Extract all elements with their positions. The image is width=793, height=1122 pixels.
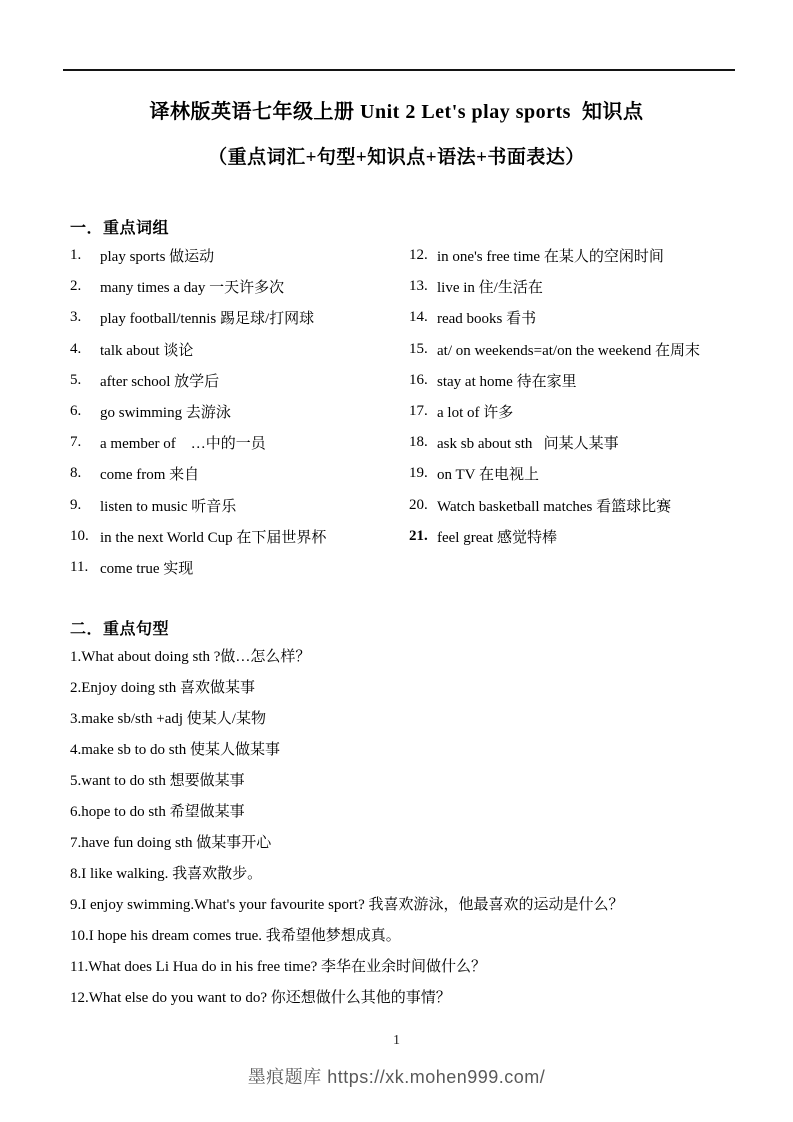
phrase-text: go swimming 去游泳	[100, 405, 231, 422]
page-number: 1	[393, 1033, 400, 1048]
phrase-item	[409, 271, 754, 302]
phrase-text: ask sb about sth 问某人某事	[437, 436, 619, 453]
phrase-item	[409, 396, 754, 427]
phrase-text: listen to music 听音乐	[100, 498, 237, 515]
phrase-text: in the next World Cup 在下届世界杯	[100, 529, 327, 546]
sentence-item: 9.I enjoy swimming.What's your favourite sport? 我喜欢游泳，他最喜欢的运动是什么？	[70, 897, 624, 913]
document-title: 译林版英语七年级上册 Unit 2 Let's play sports 知识点	[149, 101, 644, 123]
phrase-number: 2.	[70, 278, 82, 295]
phrase-list-right	[409, 240, 754, 552]
phrase-item	[70, 552, 405, 583]
phrase-number: 18.	[409, 434, 428, 451]
phrase-number: 13.	[409, 278, 428, 295]
phrase-text: come from 来自	[100, 467, 200, 484]
phrase-text: play sports 做运动	[100, 249, 215, 266]
phrase-number: 20.	[409, 496, 428, 513]
footer-site-text: 墨痕题库 https://xk.mohen999.com/	[247, 1067, 546, 1087]
sentence-item: 10.I hope his dream comes true. 我希望他梦想成真。	[70, 928, 401, 944]
phrase-text: after school 放学后	[100, 373, 220, 390]
phrase-item	[409, 490, 754, 521]
document-subtitle: （重点词汇+句型+知识点+语法+书面表达）	[208, 147, 585, 168]
phrase-number: 12.	[409, 247, 428, 264]
phrase-item	[70, 334, 405, 365]
phrase-text: in one's free time 在某人的空闲时间	[437, 249, 664, 266]
phrase-item	[409, 365, 754, 396]
sentence-item: 7.have fun doing sth 做某事开心	[70, 835, 272, 851]
phrase-item	[409, 302, 754, 333]
phrase-text: feel great 感觉特棒	[437, 529, 557, 546]
phrase-item	[70, 302, 405, 333]
phrase-number: 19.	[409, 465, 428, 482]
sentence-item: 1.What about doing sth ?做…怎么样？	[70, 649, 311, 665]
phrase-number: 11.	[70, 558, 89, 575]
phrase-item	[409, 334, 754, 365]
sentence-item: 5.want to do sth 想要做某事	[70, 773, 245, 789]
phrase-text: come true 实现	[100, 560, 194, 577]
phrase-item	[409, 240, 754, 271]
phrase-text: play football/tennis 踢足球/打网球	[100, 311, 315, 328]
phrase-number: 8.	[70, 465, 82, 482]
sentence-item: 4.make sb to do sth 使某人做某事	[70, 742, 280, 758]
phrase-number: 15.	[409, 340, 428, 357]
phrase-text: many times a day 一天许多次	[100, 280, 285, 297]
phrase-text: talk about 谈论	[100, 342, 194, 359]
phrase-number: 9.	[70, 496, 82, 513]
phrase-number: 3.	[70, 309, 82, 326]
phrase-item	[70, 240, 405, 271]
header-rule	[63, 69, 735, 71]
section1-heading: 一．重点词组	[70, 220, 170, 237]
phrase-item	[70, 365, 405, 396]
phrase-item	[70, 271, 405, 302]
phrase-number: 4.	[70, 340, 82, 357]
phrase-item	[70, 458, 405, 489]
sentence-item: 11.What does Li Hua do in his free time? 李华在业余时间做什么？	[70, 959, 487, 975]
phrase-number: 5.	[70, 371, 82, 388]
phrase-number: 21.	[409, 527, 428, 544]
sentence-item: 8.I like walking. 我喜欢散步。	[70, 866, 263, 882]
phrase-text: Watch basketball matches 看篮球比赛	[437, 498, 672, 515]
phrase-number: 10.	[70, 527, 89, 544]
phrase-item	[70, 427, 405, 458]
phrase-item	[70, 490, 405, 521]
phrase-number: 6.	[70, 403, 82, 420]
phrase-item	[70, 396, 405, 427]
sentence-item: 3.make sb/sth +adj 使某人/某物	[70, 711, 266, 727]
sentence-item: 2.Enjoy doing sth 喜欢做某事	[70, 680, 256, 696]
sentence-item: 12.What else do you want to do? 你还想做什么其他的事情？	[70, 990, 451, 1006]
section2-heading: 二．重点句型	[70, 621, 170, 638]
phrase-text: at/ on weekends=at/on the weekend 在周末	[437, 342, 700, 359]
phrase-number: 14.	[409, 309, 428, 326]
phrase-number: 1.	[70, 247, 82, 264]
phrase-text: read books 看书	[437, 311, 537, 328]
phrase-item	[409, 458, 754, 489]
phrase-number: 16.	[409, 371, 428, 388]
sentence-item: 6.hope to do sth 希望做某事	[70, 804, 245, 820]
phrase-list-left	[70, 240, 405, 583]
sentence-list	[70, 642, 735, 1014]
phrase-text: stay at home 待在家里	[437, 373, 577, 390]
phrase-item	[409, 427, 754, 458]
phrase-text: on TV 在电视上	[437, 467, 539, 484]
phrase-text: a member of …中的一员	[100, 436, 266, 453]
phrase-item	[70, 521, 405, 552]
phrase-text: live in 住/生活在	[437, 280, 543, 297]
phrase-item	[409, 521, 754, 552]
phrase-number: 7.	[70, 434, 82, 451]
phrase-text: a lot of 许多	[437, 405, 514, 422]
phrase-number: 17.	[409, 403, 428, 420]
